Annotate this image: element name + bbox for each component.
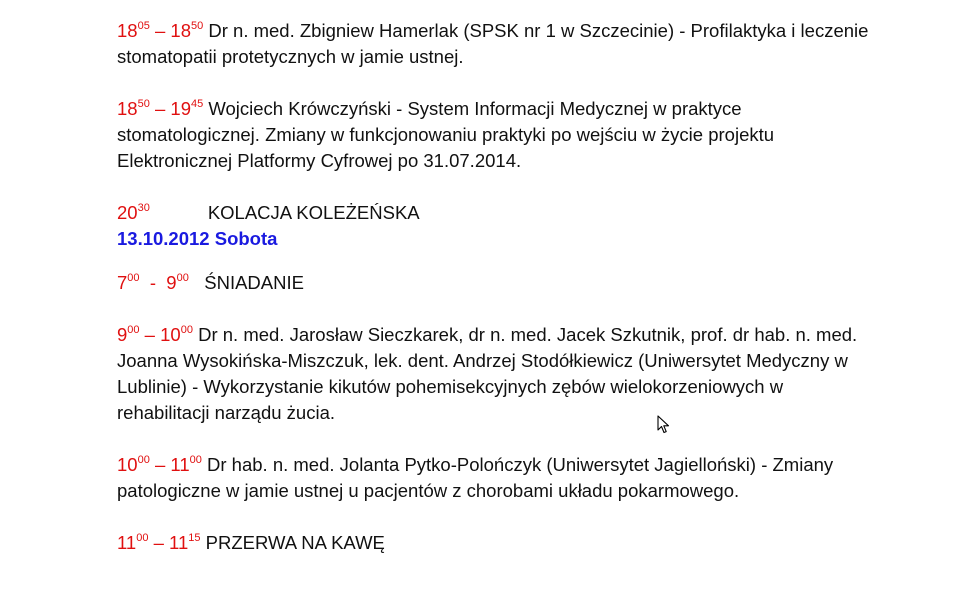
schedule-entry-pytko [117,452,877,504]
entry-text: PRZERWA NA KAWĘ [200,532,385,553]
date-heading: 13.10.2012 Sobota [117,228,278,249]
entry-text: Wojciech Krówczyński - System Informacji Medycznej w praktyce stomatologicznej. Zmiany w funkcjonowaniu praktyki po wejściu w życie projektu Elektronicznej Platformy Cyfrowej po 31.07.2014. [117,98,775,171]
entry-text: Dr n. med. Zbigniew Hamerlak (SPSK nr 1 w Szczecinie) - Profilaktyka i leczenie stomatopatii protetycznych w jamie ustnej. [117,20,869,67]
entry-text: Dr hab. n. med. Jolanta Pytko-Polończyk (Uniwersytet Jagielloński) - Zmiany patologiczne w jamie ustnej u pacjentów z chorobami układu pokarmowego. [117,454,834,501]
time-start: $20^{30}$ [117,201,150,223]
entry-text: KOLACJA KOLEŻEŃSKA [207,202,420,223]
schedule-entry-hamerlak [117,18,877,70]
time-range: $9^{00} - 10^{00}$ [117,323,193,345]
time-range: $18^{05} - 18^{50}$ [117,19,204,41]
schedule-entry-kolacja [117,200,877,226]
schedule-entry-sieczkarek [117,322,877,426]
schedule-entry-sniadanie [117,270,877,296]
entry-text: Dr n. med. Jarosław Sieczkarek, dr n. med. Jacek Szkutnik, prof. dr hab. n. med. Joanna Wysokińska-Miszczuk, lek. dent. Andrzej Stodółkiewicz (Uniwersytet Medyczny w Lublinie) - Wykorzystanie kikutów pohemisekcyjnych zębów wielokorzeniowych w rehabilitacji narządu żucia. [117,324,858,423]
document-page [117,18,877,556]
schedule-entry-krowczynski [117,96,877,174]
time-range: $11^{00} - 11^{15}$ [117,531,201,553]
schedule-entry-przerwa [117,530,877,556]
time-range: $18^{50} - 19^{45}$ [117,97,204,119]
mouse-cursor-icon [657,415,671,435]
time-range: $7^{00} - 9^{00}$ [117,271,189,293]
entry-text: ŚNIADANIE [188,272,304,293]
time-range: $10^{00} - 11^{00}$ [117,453,202,475]
